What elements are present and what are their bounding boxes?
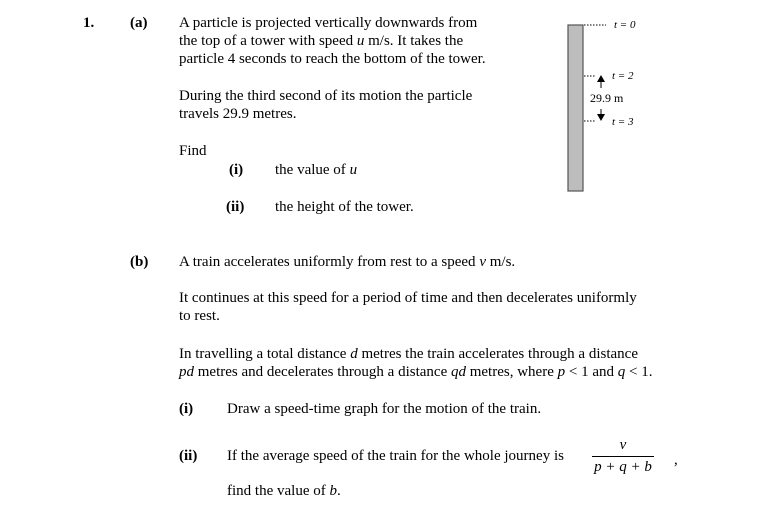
part-b-line-4: [179, 345, 638, 363]
part-b-sub-ii-text: If the average speed of the train for the whole journey is: [227, 448, 564, 464]
pd-symbol: pd: [179, 364, 194, 380]
q-symbol: q: [617, 364, 626, 380]
part-b-line-5: [179, 363, 652, 381]
part-a-sub-ii-label: (ii): [226, 199, 245, 215]
tower: [568, 25, 583, 191]
part-a-label: (a): [130, 15, 148, 31]
part-a-line-2-text: the top of a tower with speed: [179, 33, 357, 49]
find-b-post: .: [336, 483, 341, 499]
t3-label: t = 3: [612, 116, 634, 128]
distance-label: 29.9 m: [590, 91, 624, 105]
find-b-line: [227, 482, 341, 500]
d-symbol: d: [350, 346, 358, 362]
t0-label: t = 0: [614, 19, 636, 31]
part-b-label: (b): [130, 254, 149, 270]
part-b-sub-i-text: Draw a speed-time graph for the motion of the train.: [227, 401, 542, 417]
u-symbol-2: u: [349, 162, 358, 178]
question-number: 1.: [83, 15, 95, 31]
part-a-line-4: During the third second of its motion the particle: [179, 88, 473, 104]
part-a-sub-i-label: (i): [229, 162, 244, 178]
part-a-line-1: A particle is projected vertically downwards from: [179, 15, 478, 31]
part-b-line-5-c: < 1 and: [565, 364, 618, 380]
u-symbol: u: [356, 33, 365, 49]
down-arrow-icon: [597, 114, 605, 121]
p-symbol: p: [557, 364, 566, 380]
fraction-comma: ,: [674, 452, 678, 468]
find-label: Find: [179, 143, 207, 159]
part-a-sub-i-words: the value of: [275, 162, 350, 178]
fraction-bar: [592, 456, 654, 457]
fraction-numerator: v: [619, 437, 627, 453]
b-symbol: b: [329, 483, 337, 499]
part-a-line-3: particle 4 seconds to reach the bottom of the tower.: [179, 51, 486, 67]
part-b-line-1-pre: A train accelerates uniformly from rest to a speed: [179, 254, 480, 270]
part-b-line-4-pre: In travelling a total distance: [179, 346, 351, 362]
part-a-line-5: travels 29.9 metres.: [179, 106, 297, 122]
up-arrow-icon: [597, 75, 605, 82]
part-b-sub-ii-label: (ii): [179, 448, 198, 464]
t2-label: t = 2: [612, 70, 634, 82]
part-b-line-5-b: metres, where: [465, 364, 558, 380]
qd-symbol: qd: [450, 364, 466, 380]
find-b-pre: find the value of: [227, 483, 330, 499]
part-a-sub-ii-text: the height of the tower.: [275, 199, 414, 215]
v-symbol: v: [479, 254, 486, 270]
fraction-denominator: p + q + b: [594, 459, 652, 475]
part-b-line-4-post: metres the train accelerates through a distance: [357, 346, 638, 362]
part-b-line-2: It continues at this speed for a period of time and then decelerates uniformly: [179, 290, 637, 306]
part-b-line-3: to rest.: [179, 308, 220, 324]
part-b-line-1-post: m/s.: [485, 254, 516, 270]
part-b-sub-i-label: (i): [179, 401, 194, 417]
part-a-line-2-end: m/s. It takes the: [364, 33, 464, 49]
part-b-line-1: [179, 253, 515, 271]
part-b-line-5-a: metres and decelerates through a distance: [194, 364, 451, 380]
part-b-line-5-d: < 1.: [625, 364, 653, 380]
